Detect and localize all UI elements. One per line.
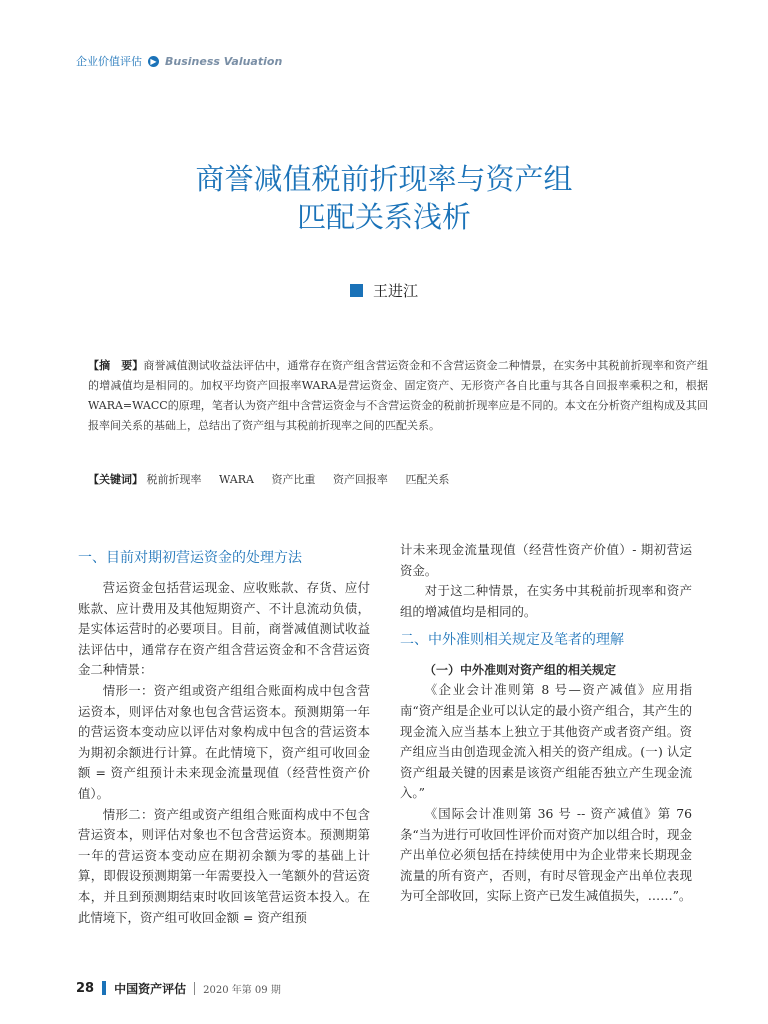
paragraph: 对于这二种情景，在实务中其税前折现率和资产组的增减值均是相同的。 <box>400 583 692 619</box>
title-line-1: 商誉减值税前折现率与资产组 <box>195 162 573 196</box>
keyword: 匹配关系 <box>405 473 450 486</box>
paragraph: 情形一：资产组或资产组组合账面构成中包含营运资本，则评估对象也包含营运资本。预测期第一年的营运资本变动应以评估对象构成中包含的营运资本为期初余额进行计算。在此情境下，资产组可收回金额 = 资产组预计未来现金流量现值（经营性资产价值）。 <box>78 682 370 801</box>
paragraph: 情形二：资产组或资产组组合账面构成中不包含营运资本，则评估对象也不包含营运资本。预测期第一年的营运资本变动应在期初余额为零的基础上计算，即假设预测期第一年需要投入一笔额外的营运资本，并且到预测期结束时收回该笔营运资本投入。在此情境下，资产组可收回金额 = 资产组预 <box>78 806 370 925</box>
paragraph: 《企业会计准则第 8 号—资产减值》应用指南“资产组是企业可以认定的最小资产组合，其产生的现金流入应当基本上独立于其他资产或者资产组。资产组应当由创造现金流入相关的资产组成。(一) 认定资产组最关键的因素是该资产组能否独立产生现金流入。” <box>400 682 692 801</box>
journal-name: 中国资产评估 <box>114 981 187 996</box>
keyword: 资产比重 <box>271 473 316 486</box>
subsection-heading: （一）中外准则对资产组的相关规定 <box>424 663 617 678</box>
footer-accent-bar <box>102 981 106 995</box>
page-footer <box>76 980 281 996</box>
title-line-2: 匹配关系浅析 <box>296 200 471 234</box>
left-column <box>78 540 370 928</box>
section-heading: 二、中外准则相关规定及笔者的理解 <box>400 632 624 649</box>
page-number: 28 <box>76 980 95 996</box>
section-heading: 一、目前对期初营运资金的处理方法 <box>78 550 302 566</box>
paragraph: 营运资金包括营运现金、应收账款、存货、应付账款、应计费用及其他短期资产、不计息流动负债，是实体运营时的必要项目。目前，商誉减值测试收益法评估中，通常存在资产组含营运资金和不含营运资金二种情景： <box>78 580 370 678</box>
paragraph: 计未来现金流量现值（经营性资产价值）- 期初营运资金。 <box>400 542 692 578</box>
article-title <box>0 160 768 236</box>
abstract <box>88 356 708 436</box>
keyword: 资产回报率 <box>332 473 388 486</box>
keywords-label: 【关键词】 <box>88 473 143 486</box>
running-header <box>76 54 282 68</box>
paragraph: 《国际会计准则第 36 号 -- 资产减值》第 76 条“当为进行可收回性评价而对资产加以组合时，现金产出单位必须包括在持续使用中为企业带来长期现金流量的所有资产，否则，有时尽管现金产出单位表现为可全部收回，实际上资产已发生减值损失，……”。 <box>400 805 692 904</box>
author-name: 王进江 <box>372 282 418 300</box>
section-label-cn: 企业价值评估 <box>76 55 142 68</box>
author-block <box>0 280 768 301</box>
abstract-text: 商誉减值测试收益法评估中，通常存在资产组含营运资金和不含营运资金二种情景，在实务中其税前折现率和资产组的增减值均是相同的。加权平均资产回报率WARA是营运资金、固定资产、无形资产各自比重与其各自回报率乘积之和，根据WARA=WACC的原理，笔者认为资产组中含营运资金与不含营运资金的税前折现率应是不同的。本文在分析资产组构成及其回报率间关系的基础上，总结出了资产组与其税前折现率之间的匹配关系。 <box>88 359 709 432</box>
keywords <box>88 470 708 490</box>
right-column <box>400 540 692 907</box>
chevron-right-icon: ▶ <box>148 56 159 67</box>
square-bullet-icon <box>350 284 363 297</box>
keyword: 税前折现率 <box>146 473 202 486</box>
keyword: WARA <box>219 473 254 486</box>
abstract-label: 【摘 要】 <box>88 359 144 372</box>
footer-divider <box>194 982 195 995</box>
section-label-en: Business Valuation <box>165 54 283 68</box>
issue-label: 2020 年第 09 期 <box>203 984 281 996</box>
